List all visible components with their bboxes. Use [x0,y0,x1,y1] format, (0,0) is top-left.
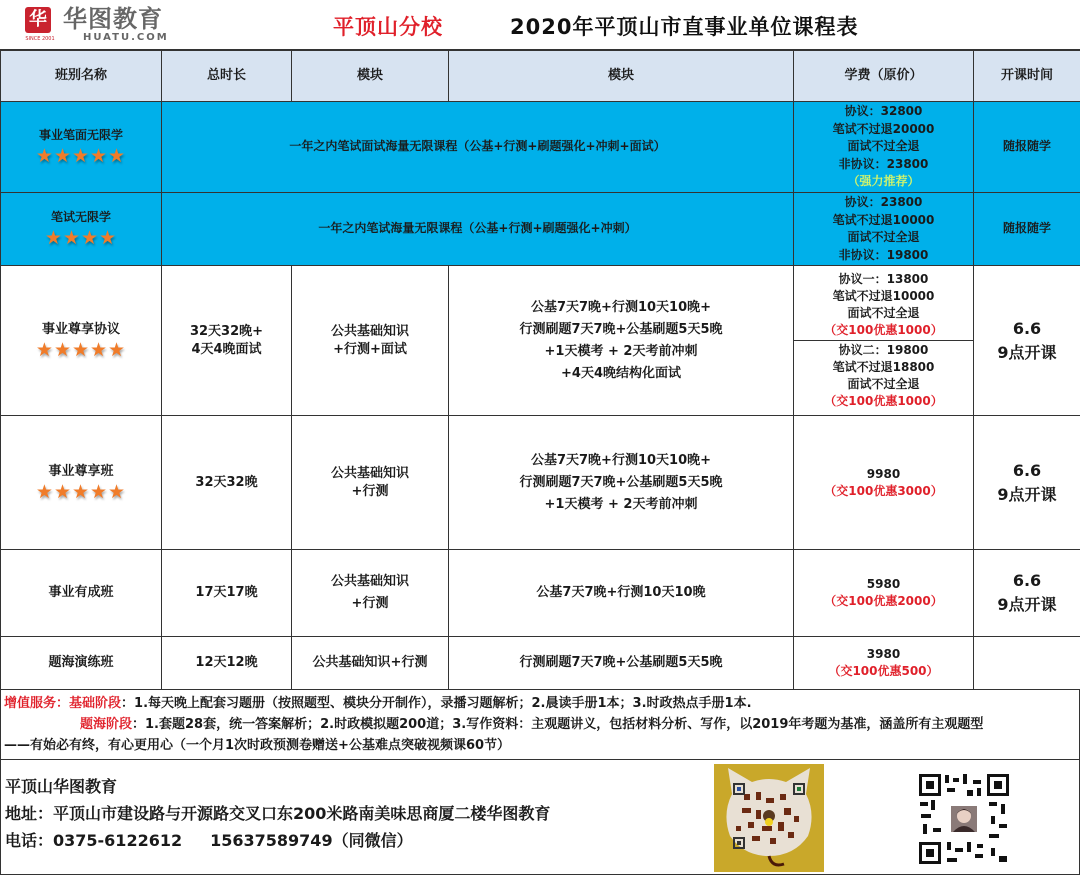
duration-cell: 12天12晚 [162,637,292,690]
tuition-line: 面试不过全退 [847,377,920,391]
tuition-option-2 [794,341,973,411]
tuition-line: 笔试不过退10000 [832,289,935,303]
module-line: 公共基础知识 [330,465,409,481]
stage2-text: ：1.套题28套，统一答案解析；2.时政模拟题200道；3.写作资料：主观题讲义，包括材料分析、写作，以2019年考题为基准，涵盖所有主观题型 [132,717,984,732]
tuition-line: 笔试不过退10000 [832,212,935,227]
duration-cell: 32天32晚 [162,416,292,550]
class-name: 事业笔面无限学 [38,128,123,143]
logo-since: SINCE 2001 [25,36,55,42]
class-name-cell [1,102,162,193]
start-date: 6.6 [1012,318,1042,338]
tuition-cell [794,193,974,266]
course-schedule-table [0,50,1080,690]
duration-line: 32天32晚+ [189,323,264,339]
table-row [1,637,1080,690]
tuition-cell [794,550,974,637]
column-header-tuition: 学费（原价） [794,51,974,102]
tuition-line: 面试不过全退 [847,139,920,154]
detail-cell [449,416,794,550]
services-closing: ——有始必有终，有心更用心（一个月1次时政预测卷赠送+公基难点突破视频课60节） [4,738,511,753]
logo-domain: HUATU.COM [83,32,169,43]
column-header-duration: 总时长 [162,51,292,102]
mobile: 15637589749（同微信） [210,831,413,850]
module-cell [292,266,449,416]
detail-cell [449,266,794,416]
class-name-cell: 题海演练班 [1,637,162,690]
recommend-note: （强力推荐） [847,174,920,189]
tuition-cell [794,102,974,193]
tuition-line: 协议：23800 [844,195,923,209]
detail-line: 行测刷题7天7晚+公基刷题5天5晚 [519,474,723,490]
table-row [1,193,1080,266]
duration-cell [162,266,292,416]
discount-note: （交100优惠1000） [824,394,943,408]
stage2-label: 题海阶段 [80,717,133,732]
start-time-cell [974,550,1080,637]
value-added-services [0,688,1080,760]
detail-cell: 行测刷题7天7晚+公基刷题5天5晚 [449,637,794,690]
contact-info [5,773,550,854]
star-rating-icon: ★★★★★ [35,338,127,361]
table-row [1,102,1080,193]
phone-line [5,827,550,854]
duration-line: 4天4晚面试 [191,341,262,357]
tuition-cell [794,416,974,550]
detail-line: 公基7天7晚+行测10天10晚+ [530,452,712,468]
star-rating-icon: ★★★★★ [35,480,127,503]
column-header-module-detail: 模块 [449,51,794,102]
address: 地址：平顶山市建设路与开源路交叉口东200米路南美味思商厦二楼华图教育 [5,804,551,823]
tuition-line: 面试不过全退 [847,230,920,244]
duration-cell: 17天17晚 [162,550,292,637]
detail-line: +1天模考 + 2天考前冲刺 [544,496,698,512]
services-line-2 [4,714,1076,735]
logo-chinese-name: 华图教育 [63,5,163,33]
discount-note: （交100优惠500） [828,664,939,678]
module-cell [292,416,449,550]
cat-shaped-qr-code-icon [714,764,824,872]
tuition-line: 协议二：19800 [838,343,929,357]
class-name: 笔试无限学 [50,210,111,225]
module-cell [292,550,449,637]
detail-cell: 公基7天7晚+行测10天10晚 [449,550,794,637]
start-time-cell [974,416,1080,550]
detail-line: +1天模考 + 2天考前冲刺 [544,343,698,359]
start-time-cell [974,637,1080,690]
class-name-cell [1,416,162,550]
module-line: +行测+面试 [333,341,407,357]
huatu-logo [25,6,169,46]
detail-line: 公基7天7晚+行测10天10晚+ [530,299,712,315]
module-cell: 公共基础知识+行测 [292,637,449,690]
tuition-amount: 9980 [866,466,901,481]
page-title: 2020年平顶山市直事业单位课程表 [510,15,859,39]
tuition-option-1 [794,270,973,341]
tuition-line: 协议一：13800 [838,272,929,286]
class-name: 事业尊享班 [48,463,114,479]
page-header [0,0,1080,50]
start-hour: 9点开课 [997,595,1057,614]
column-header-start-time: 开课时间 [974,51,1080,102]
discount-note: （交100优惠3000） [824,483,943,498]
tuition-cell [794,266,974,416]
tuition-amount: 3980 [866,647,901,661]
class-name-cell [1,193,162,266]
detail-line: 行测刷题7天7晚+公基刷题5天5晚 [519,321,723,337]
discount-note: （交100优惠1000） [824,323,943,337]
tuition-line: 面试不过全退 [847,306,920,320]
tuition-line: 非协议：23800 [838,156,929,171]
tuition-line: 协议：32800 [844,104,923,119]
discount-note: （交100优惠2000） [824,594,943,608]
branch-name: 平顶山分校 [333,15,443,39]
column-header-module: 模块 [292,51,449,102]
start-time-cell: 随报随学 [974,193,1080,266]
start-hour: 9点开课 [997,484,1057,504]
phone: 电话：0375-6122612 [5,831,183,850]
module-line: 公共基础知识 [330,574,409,589]
start-time-cell [974,266,1080,416]
class-name: 事业尊享协议 [41,321,120,337]
table-row [1,266,1080,416]
merged-content-cell: 一年之内笔试面试海量无限课程（公基+行测+刷题强化+冲刺+面试） [162,102,794,193]
merged-content-cell: 一年之内笔试海量无限课程（公基+行测+刷题强化+冲刺） [162,193,794,266]
table-header-row [1,51,1080,102]
star-rating-icon: ★★★★ [44,226,118,249]
class-name-cell: 事业有成班 [1,550,162,637]
table-row [1,550,1080,637]
stage1-label: 基础阶段 [69,696,122,711]
services-line-1 [4,693,1076,714]
table-row [1,416,1080,550]
tuition-amount: 5980 [866,577,901,591]
tuition-line: 笔试不过退20000 [832,121,935,136]
tuition-line: 非协议：19800 [838,247,929,262]
column-header-class-name: 班别名称 [1,51,162,102]
detail-line: +4天4晚结构化面试 [561,365,681,381]
services-label: 增值服务： [4,696,70,711]
start-hour: 9点开课 [997,342,1057,362]
class-name-cell [1,266,162,416]
stage1-text: ：1.每天晚上配套习题册（按照题型、模块分开制作），录播习题解析；2.晨读手册1本；3.时政热点手册1本. [121,696,752,711]
tuition-cell [794,637,974,690]
tuition-line: 笔试不过退18800 [832,360,935,374]
org-name: 平顶山华图教育 [5,777,118,796]
wechat-qr-code-icon [917,772,1011,866]
start-date: 6.6 [1012,571,1042,590]
module-line: +行测 [351,483,389,499]
start-time-cell: 随报随学 [974,102,1080,193]
module-line: 公共基础知识 [330,323,409,339]
module-line: +行测 [351,596,389,611]
logo-badge-icon: 华 [25,7,51,33]
start-date: 6.6 [1012,460,1042,480]
star-rating-icon: ★★★★★ [35,144,127,167]
